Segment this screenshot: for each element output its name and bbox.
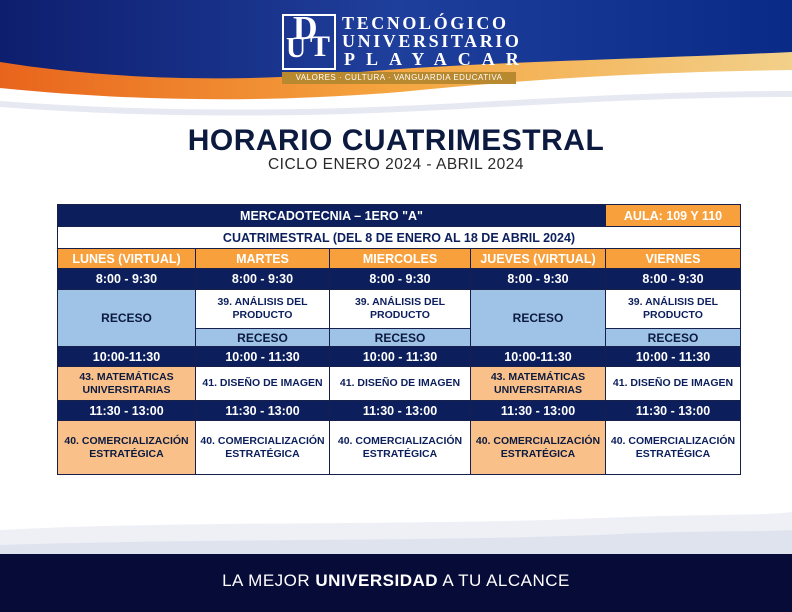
time-row [58, 347, 741, 367]
footer-slogan-part-1: LA MEJOR [222, 571, 316, 590]
subject-cell: 40. COMERCIALIZACIÓN ESTRATÉGICA [471, 421, 606, 475]
page-subtitle: CICLO ENERO 2024 - ABRIL 2024 [267, 156, 524, 173]
time-cell: 8:00 - 9:30 [196, 269, 330, 290]
schedule-table [57, 204, 741, 475]
time-row [58, 401, 741, 421]
footer-wave-decoration [0, 490, 792, 560]
footer-slogan [0, 571, 792, 591]
logo-tagline: VALORES · CULTURA · VANGUARDIA EDUCATIVA [282, 72, 516, 84]
subject-cell: 43. MATEMÁTICAS UNIVERSITARIAS [471, 367, 606, 401]
break-cell: RECESO [606, 329, 741, 347]
time-cell: 10:00-11:30 [471, 347, 606, 367]
page-title: HORARIO CUATRIMESTRAL [187, 124, 605, 157]
time-cell: 8:00 - 9:30 [330, 269, 471, 290]
group-name: MERCADOTECNIA – 1ERO "A" [58, 205, 606, 227]
subject-cell: 40. COMERCIALIZACIÓN ESTRATÉGICA [58, 421, 196, 475]
table-row [58, 205, 741, 227]
break-cell: RECESO [471, 290, 606, 347]
break-cell: RECESO [196, 329, 330, 347]
subject-cell: 40. COMERCIALIZACIÓN ESTRATÉGICA [330, 421, 471, 475]
subject-row [58, 421, 741, 475]
days-row [58, 249, 741, 269]
subject-row [58, 367, 741, 401]
day-header-thursday: JUEVES (VIRTUAL) [471, 249, 606, 269]
table-row [58, 227, 741, 249]
time-cell: 10:00-11:30 [58, 347, 196, 367]
logo-line-2: UNIVERSITARIO [342, 31, 522, 51]
footer-slogan-part-3: A TU ALCANCE [438, 571, 570, 590]
day-header-tuesday: MARTES [196, 249, 330, 269]
subject-row [58, 290, 741, 329]
logo-line-3: PLAYACAR [344, 49, 530, 69]
time-cell: 11:30 - 13:00 [330, 401, 471, 421]
break-cell: RECESO [330, 329, 471, 347]
day-header-wednesday: MIERCOLES [330, 249, 471, 269]
time-row [58, 269, 741, 290]
footer-banner [0, 554, 792, 612]
subject-cell: 39. ANÁLISIS DEL PRODUCTO [196, 290, 330, 329]
time-cell: 8:00 - 9:30 [58, 269, 196, 290]
period-label: CUATRIMESTRAL (DEL 8 DE ENERO AL 18 DE ABRIL 2024) [58, 227, 741, 249]
time-cell: 11:30 - 13:00 [58, 401, 196, 421]
time-cell: 8:00 - 9:30 [606, 269, 741, 290]
subject-cell: 41. DISEÑO DE IMAGEN [330, 367, 471, 401]
time-cell: 8:00 - 9:30 [471, 269, 606, 290]
logo-monogram: D U T [286, 10, 331, 64]
time-cell: 11:30 - 13:00 [606, 401, 741, 421]
time-cell: 10:00 - 11:30 [330, 347, 471, 367]
subject-cell: 39. ANÁLISIS DEL PRODUCTO [606, 290, 741, 329]
day-header-friday: VIERNES [606, 249, 741, 269]
subject-cell: 40. COMERCIALIZACIÓN ESTRATÉGICA [196, 421, 330, 475]
subject-cell: 41. DISEÑO DE IMAGEN [196, 367, 330, 401]
day-header-monday: LUNES (VIRTUAL) [58, 249, 196, 269]
classroom-label: AULA: 109 Y 110 [606, 205, 741, 227]
time-cell: 11:30 - 13:00 [471, 401, 606, 421]
time-cell: 10:00 - 11:30 [606, 347, 741, 367]
footer-slogan-emphasis: UNIVERSIDAD [315, 571, 439, 590]
subject-cell: 43. MATEMÁTICAS UNIVERSITARIAS [58, 367, 196, 401]
subject-cell: 40. COMERCIALIZACIÓN ESTRATÉGICA [606, 421, 741, 475]
break-cell: RECESO [58, 290, 196, 347]
time-cell: 11:30 - 13:00 [196, 401, 330, 421]
subject-cell: 41. DISEÑO DE IMAGEN [606, 367, 741, 401]
logo-line-1: TECNOLÓGICO [342, 13, 509, 33]
subject-cell: 39. ANÁLISIS DEL PRODUCTO [330, 290, 471, 329]
time-cell: 10:00 - 11:30 [196, 347, 330, 367]
university-logo [282, 10, 530, 88]
